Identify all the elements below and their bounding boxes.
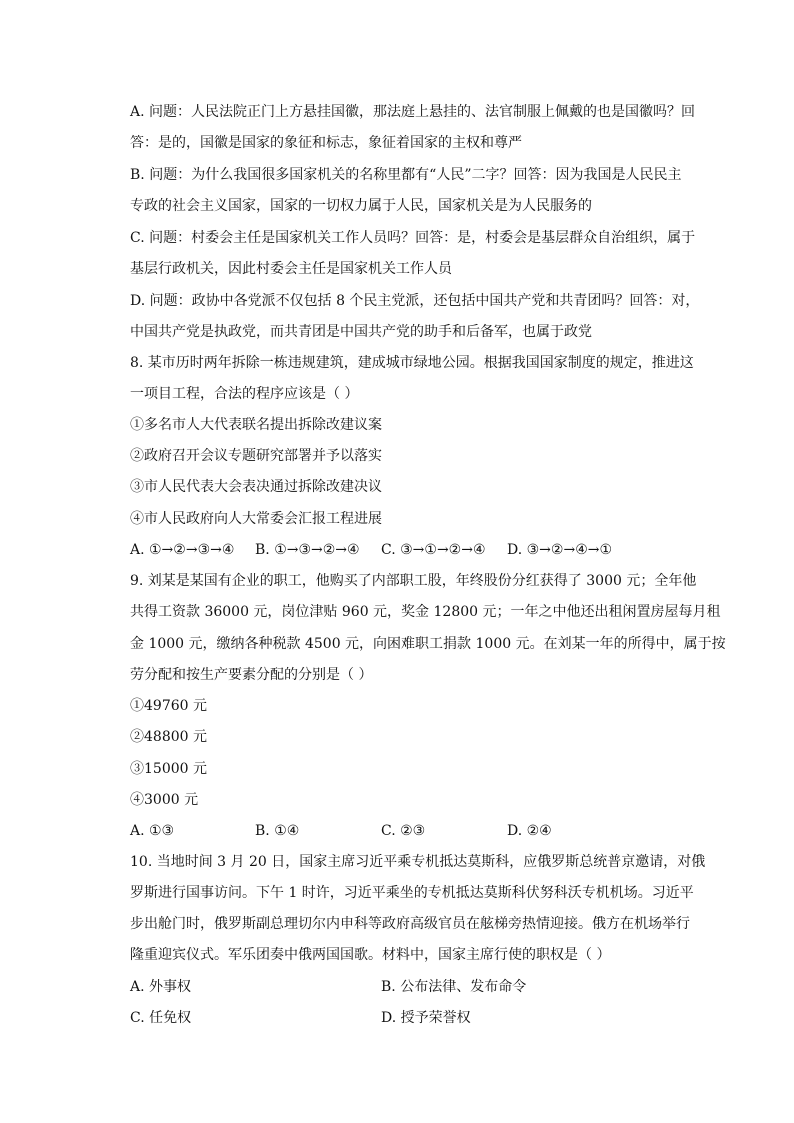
- q8-item-2: ②政府召开会议专题研究部署并予以落实: [130, 448, 382, 464]
- q8-item-4: ④市人民政府向人大常委会汇报工程进展: [130, 511, 382, 527]
- q10-option-a: A. 外事权: [130, 979, 192, 995]
- q10-stem-line1: 10. 当地时间 3 月 20 日，国家主席习近平乘专机抵达莫斯科，应俄罗斯总统普京邀请，对俄: [130, 854, 706, 870]
- q7-option-b-line2: 专政的社会主义国家，国家的一切权力属于人民，国家机关是为人民服务的: [130, 198, 592, 214]
- q9-item-3: ③15000 元: [130, 761, 207, 777]
- q7-option-b-line1: B. 问题：为什么我国很多国家机关的名称里都有“人民”二字？回答：因为我国是人民民主: [130, 167, 682, 183]
- q10-stem-line3: 步出舱门时，俄罗斯副总理切尔内申科等政府高级官员在舷梯旁热情迎接。俄方在机场举行: [130, 916, 690, 932]
- q8-option-b: B. ①→③→②→④: [255, 542, 360, 558]
- q9-option-a: A. ①③: [130, 823, 175, 839]
- q10-stem-line4: 隆重迎宾仪式。军乐团奏中俄两国国歌。材料中，国家主席行使的职权是（ ）: [130, 947, 611, 963]
- q9-stem-line3: 金 1000 元，缴纳各种税款 4500 元，向困难职工捐款 1000 元。在刘某一年的所得中，属于按: [130, 636, 726, 652]
- q10-option-d: D. 授予荣誉权: [381, 1010, 471, 1026]
- q8-stem-line1: 8. 某市历时两年拆除一栋违规建筑，建成城市绿地公园。根据我国国家制度的规定，推进这: [130, 355, 694, 371]
- q7-option-c-line2: 基层行政机关，因此村委会主任是国家机关工作人员: [130, 261, 452, 277]
- q9-stem-line2: 共得工资款 36000 元，岗位津贴 960 元，奖金 12800 元；一年之中他还出租闲置房屋每月租: [130, 604, 721, 620]
- q7-option-d-line1: D. 问题：政协中各党派不仅包括 8 个民主党派，还包括中国共产党和共青团吗？回答：对，: [130, 293, 700, 309]
- q7-option-a-line2: 答：是的，国徽是国家的象征和标志，象征着国家的主权和尊严: [130, 135, 522, 151]
- q8-item-3: ③市人民代表大会表决通过拆除改建决议: [130, 479, 382, 495]
- q9-item-2: ②48800 元: [130, 729, 207, 745]
- q9-item-4: ④3000 元: [130, 792, 199, 808]
- q10-stem-line2: 罗斯进行国事访问。下午 1 时许，习近平乘坐的专机抵达莫斯科伏努科沃专机机场。习近平: [130, 885, 694, 901]
- q9-option-d: D. ②④: [507, 823, 552, 839]
- q8-option-c: C. ③→①→②→④: [381, 542, 486, 558]
- q8-option-d: D. ③→②→④→①: [507, 542, 613, 558]
- q9-option-b: B. ①④: [255, 823, 300, 839]
- q9-stem-line1: 9. 刘某是某国有企业的职工，他购买了内部职工股，年终股份分红获得了 3000 元；全年他: [130, 573, 697, 589]
- q7-option-d-line2: 中国共产党是执政党，而共青团是中国共产党的助手和后备军，也属于政党: [130, 324, 592, 340]
- q7-option-c-line1: C. 问题：村委会主任是国家机关工作人员吗？回答：是，村委会是基层群众自治组织，属于: [130, 230, 696, 246]
- q9-item-1: ①49760 元: [130, 698, 207, 714]
- q9-stem-line4: 劳分配和按生产要素分配的分别是（ ）: [130, 667, 373, 683]
- q9-option-c: C. ②③: [381, 823, 426, 839]
- q10-option-c: C. 任免权: [130, 1010, 192, 1026]
- q8-item-1: ①多名市人大代表联名提出拆除改建议案: [130, 417, 382, 433]
- q8-stem-line2: 一项目工程，合法的程序应该是（ ）: [130, 386, 359, 402]
- q8-option-a: A. ①→②→③→④: [130, 542, 235, 558]
- q10-option-b: B. 公布法律、发布命令: [381, 979, 527, 995]
- q7-option-a-line1: A. 问题：人民法院正门上方悬挂国徽，那法庭上悬挂的、法官制服上佩戴的也是国徽吗？回: [130, 104, 696, 120]
